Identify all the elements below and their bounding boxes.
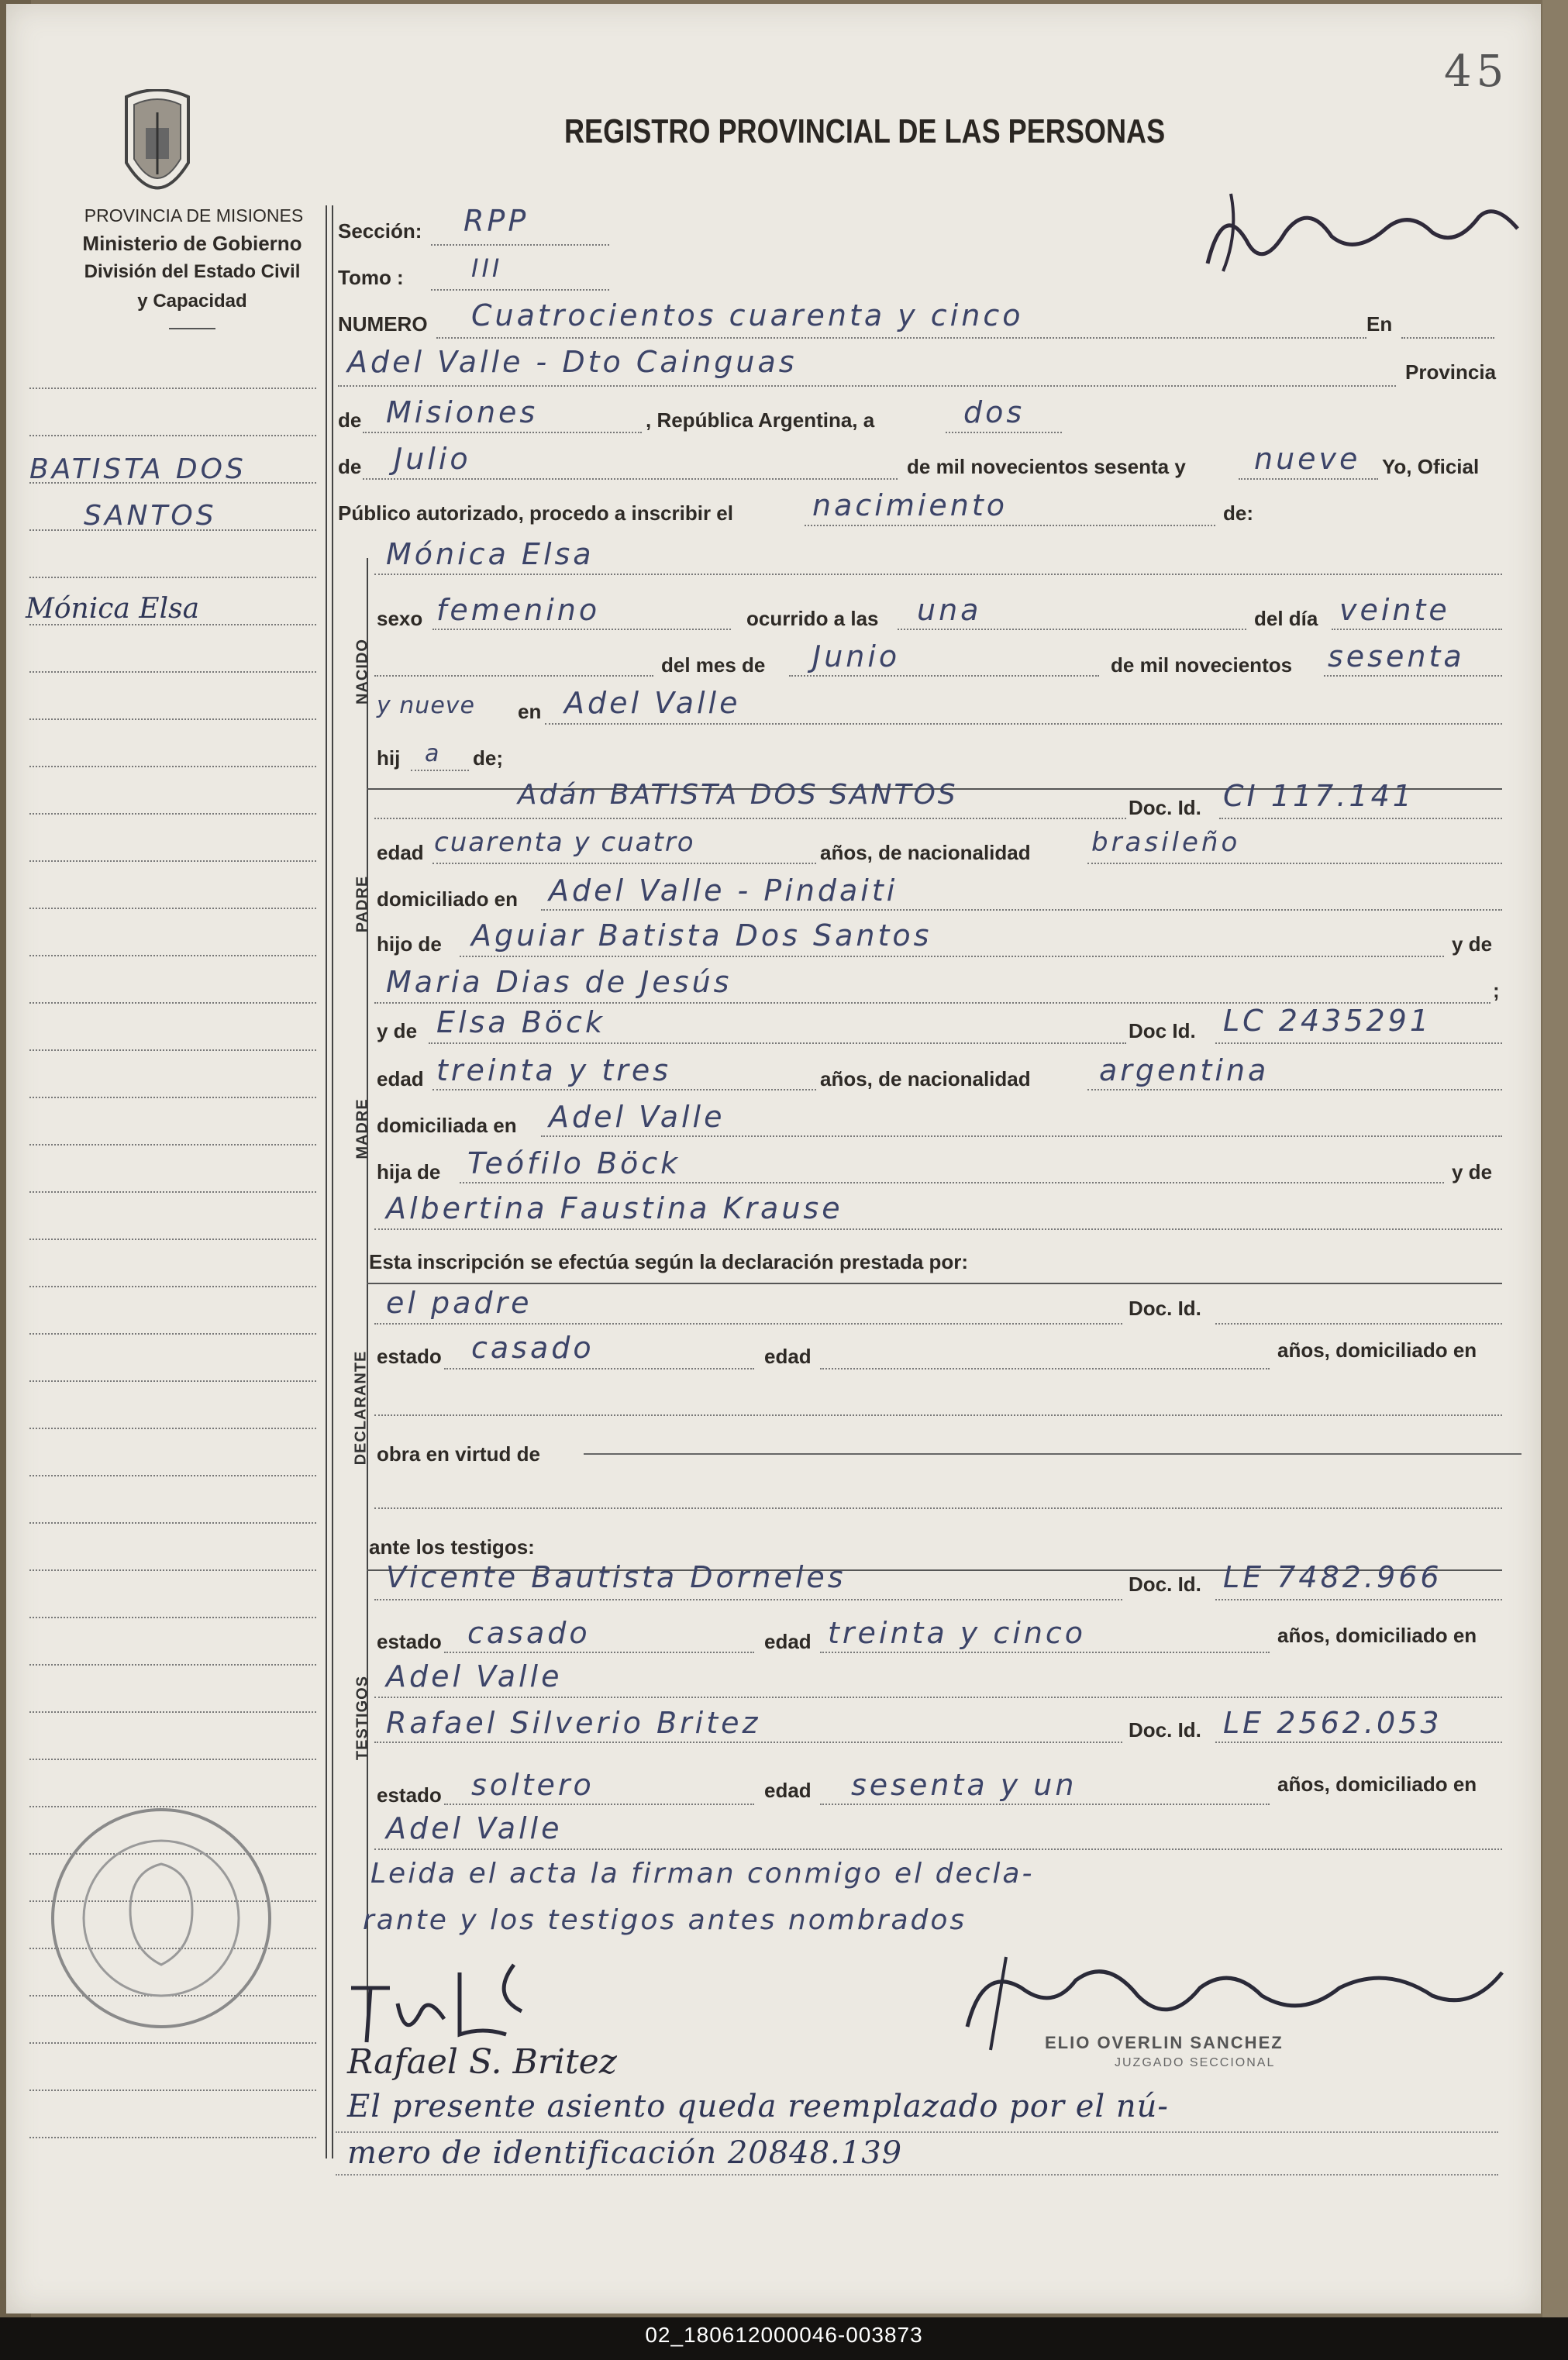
- label-yo-oficial: Yo, Oficial: [1382, 455, 1480, 478]
- margin-rule-line: [29, 1144, 316, 1146]
- label-madre-doc: Doc Id.: [1129, 1019, 1196, 1042]
- label-testigo1-edad: edad: [764, 1630, 812, 1653]
- label-madre-nacionalidad: años, de nacionalidad: [820, 1067, 1031, 1090]
- header-ministry: Ministerio de Gobierno: [82, 232, 302, 255]
- label-tomo: Tomo :: [338, 266, 404, 289]
- label-semicolon: ;: [1493, 979, 1500, 1002]
- label-numero: NUMERO: [338, 312, 428, 336]
- official-seal-icon: [45, 1802, 277, 2034]
- amendment-note-1: El presente asiento queda reemplazado por el nú-: [347, 2089, 1169, 2124]
- label-declarante-doc: Doc. Id.: [1129, 1297, 1201, 1320]
- margin-rule-line: [29, 1522, 316, 1524]
- header-division: División del Estado Civil: [84, 261, 301, 282]
- label-de-mil-2: de mil novecientos: [1111, 653, 1293, 677]
- margin-rule-line: [29, 1664, 316, 1666]
- label-del-dia: del día: [1254, 607, 1318, 630]
- margin-rule-line: [29, 1759, 316, 1760]
- value-testigo2: Rafael Silverio Britez: [386, 1706, 761, 1740]
- value-testigo2-edad: sesenta y un: [851, 1768, 1077, 1802]
- value-acto: nacimiento: [812, 488, 1008, 522]
- witness1-signature: [336, 1941, 615, 2050]
- section-label-testigos: TESTIGOS: [353, 1675, 371, 1761]
- margin-rule-line: [29, 1002, 316, 1004]
- label-testigo2-estado: estado: [377, 1783, 442, 1807]
- page-number: 45: [1444, 47, 1509, 97]
- margin-rule-line: [29, 1239, 316, 1240]
- value-mes-nac: Junio: [812, 639, 901, 674]
- margin-rule-line: [29, 1711, 316, 1713]
- margin-rule-line: [29, 388, 316, 389]
- label-en: En: [1366, 312, 1393, 336]
- value-decl-estado: casado: [471, 1331, 594, 1365]
- label-hij: hij: [377, 746, 401, 770]
- value-mes: Julio: [394, 442, 471, 476]
- label-de-semi: de;: [473, 746, 503, 770]
- label-en-lower: en: [518, 700, 542, 723]
- margin-rule-line: [29, 1428, 316, 1429]
- officer-stamp-role: JUZGADO SECCIONAL: [1115, 2056, 1276, 2069]
- value-tomo: III: [471, 253, 503, 283]
- margin-rule-line: [29, 718, 316, 720]
- amendment-note-2: mero de identificación 20848.139: [347, 2135, 903, 2171]
- label-del-mes: del mes de: [661, 653, 766, 677]
- label-padre-nacionalidad: años, de nacionalidad: [820, 841, 1031, 864]
- value-padre-hijo-de: Aguiar Batista Dos Santos: [471, 918, 932, 953]
- value-madre-nombre: Elsa Böck: [436, 1005, 605, 1039]
- margin-rule-line: [29, 908, 316, 909]
- witness2-signature: Rafael S. Britez: [347, 2042, 617, 2082]
- label-ocurrido: ocurrido a las: [746, 607, 879, 630]
- label-padre-y-de: y de: [1452, 932, 1493, 956]
- sections-bar: [367, 558, 368, 2031]
- margin-rule-line: [29, 813, 316, 815]
- value-hij-suffix: a: [425, 740, 443, 767]
- value-padre-nac: brasileño: [1091, 827, 1241, 858]
- label-de-colon: de:: [1223, 501, 1253, 525]
- header-capacity: y Capacidad: [137, 291, 247, 312]
- label-de-mil: de mil novecientos sesenta y: [907, 455, 1186, 478]
- margin-surname-2: SANTOS: [84, 500, 217, 532]
- margin-rule-line: [29, 766, 316, 767]
- label-madre-y-de-2: y de: [1452, 1160, 1493, 1183]
- label-testigo2-edad: edad: [764, 1779, 812, 1802]
- value-testigo2-estado: soltero: [471, 1768, 594, 1802]
- label-seccion: Sección:: [338, 219, 422, 243]
- registrar-signature-top: [1200, 186, 1525, 279]
- label-testigo2-domicilio: años, domiciliado en: [1277, 1773, 1477, 1796]
- value-madre-madre: Albertina Faustina Krause: [386, 1191, 843, 1225]
- margin-rule: [326, 205, 327, 2158]
- section-label-declarante: DECLARANTE: [352, 1350, 370, 1466]
- margin-rule-line: [29, 1049, 316, 1051]
- value-sexo: femenino: [436, 593, 601, 627]
- label-sexo: sexo: [377, 607, 423, 630]
- label-republica: , República Argentina, a: [646, 408, 875, 432]
- label-madre-edad: edad: [377, 1067, 424, 1090]
- value-nombre: Mónica Elsa: [386, 537, 594, 571]
- label-ante-testigos: ante los testigos:: [369, 1535, 535, 1559]
- divider-declarante: [367, 1283, 1502, 1284]
- header-rule: [169, 328, 215, 329]
- label-declarante-domicilio: años, domiciliado en: [1277, 1338, 1477, 1362]
- margin-rule-line: [29, 2042, 316, 2044]
- value-testigo1-estado: casado: [467, 1616, 591, 1650]
- officer-stamp-name: ELIO OVERLIN SANCHEZ: [1045, 2033, 1284, 2052]
- value-anio: nueve: [1254, 442, 1361, 476]
- margin-rule-line: [29, 1475, 316, 1476]
- value-madre-nac: argentina: [1099, 1053, 1270, 1087]
- value-testigo2-doc: LE 2562.053: [1223, 1706, 1442, 1740]
- value-padre-madre: Maria Dias de Jesús: [386, 965, 732, 999]
- value-seccion: RPP: [464, 204, 529, 238]
- label-testigo1-domicilio: años, domiciliado en: [1277, 1624, 1477, 1647]
- value-madre-hija-de: Teófilo Böck: [467, 1146, 681, 1180]
- label-declarante-edad: edad: [764, 1345, 812, 1368]
- margin-rule-line: [29, 1617, 316, 1618]
- value-numero: Cuatrocientos cuarenta y cinco: [471, 298, 1024, 332]
- value-testigo2-dom: Adel Valle: [386, 1811, 563, 1845]
- value-testigo1-dom: Adel Valle: [386, 1659, 563, 1693]
- margin-rule-line: [29, 860, 316, 862]
- value-madre-doc: LC 2435291: [1223, 1004, 1432, 1038]
- margin-rule-line: [29, 2090, 316, 2091]
- value-testigo1-doc: LE 7482.966: [1223, 1560, 1442, 1594]
- margin-rule-line: [29, 1097, 316, 1098]
- province-emblem-icon: [115, 89, 200, 213]
- margin-rule-line: [29, 1191, 316, 1193]
- label-madre-hija-de: hija de: [377, 1160, 441, 1183]
- value-padre-dom: Adel Valle - Pindaiti: [549, 873, 898, 908]
- value-provincia: Misiones: [386, 395, 539, 429]
- margin-rule-line: [29, 435, 316, 436]
- closing-line-2: rante y los testigos antes nombrados: [363, 1904, 967, 1936]
- value-madre-dom: Adel Valle: [549, 1100, 725, 1134]
- margin-rule-line: [29, 955, 316, 956]
- margin-rule-line: [29, 1380, 316, 1382]
- margin-rule-line: [29, 2137, 316, 2138]
- label-testigo1-doc: Doc. Id.: [1129, 1573, 1201, 1596]
- scan-background-right: [1542, 0, 1568, 2360]
- value-padre-edad: cuarenta y cuatro: [434, 827, 695, 858]
- label-padre-domicilio: domiciliado en: [377, 887, 519, 911]
- margin-rule-line: [29, 1333, 316, 1335]
- label-padre-edad: edad: [377, 841, 424, 864]
- label-publico: Público autorizado, procedo a inscribir el: [338, 501, 733, 525]
- header-province: PROVINCIA DE MISIONES: [84, 205, 304, 226]
- page-title: REGISTRO PROVINCIAL DE LAS PERSONAS: [564, 112, 1166, 150]
- label-madre-y-de: y de: [377, 1019, 418, 1042]
- label-madre-domicilio: domiciliada en: [377, 1114, 517, 1137]
- label-provincia: Provincia: [1405, 360, 1497, 384]
- value-hora: una: [917, 593, 982, 627]
- margin-given-name: Mónica Elsa: [26, 593, 200, 625]
- label-declarante-estado: estado: [377, 1345, 442, 1368]
- value-anio-nac-2: y nueve: [377, 692, 475, 719]
- margin-rule-line: [29, 671, 316, 673]
- value-dia-nac: veinte: [1339, 593, 1450, 627]
- section-label-madre: MADRE: [353, 1098, 371, 1159]
- margin-rule-line: [29, 577, 316, 578]
- margin-surname-1: BATISTA DOS: [29, 453, 246, 485]
- label-obra: obra en virtud de: [377, 1442, 540, 1466]
- scan-caption: 02_180612000046-003873: [645, 2323, 923, 2347]
- label-de-2: de: [338, 455, 362, 478]
- margin-rule-2: [332, 205, 333, 2158]
- register-page: [6, 4, 1541, 2313]
- value-testigo1-edad: treinta y cinco: [828, 1616, 1087, 1650]
- section-label-nacido: NACIDO: [353, 639, 371, 705]
- label-padre-hijo-de: hijo de: [377, 932, 442, 956]
- closing-line-1: Leida el acta la firman conmigo el decla-: [370, 1858, 1035, 1890]
- value-declarante: el padre: [386, 1286, 532, 1320]
- value-padre-doc: CI 117.141: [1223, 779, 1415, 813]
- value-testigo1: Vicente Bautista Dorneles: [386, 1560, 846, 1594]
- margin-rule-line: [29, 1286, 316, 1287]
- margin-rule-line: [29, 1569, 316, 1571]
- label-testigo1-estado: estado: [377, 1630, 442, 1653]
- label-padre-doc: Doc. Id.: [1129, 796, 1201, 819]
- label-testigo2-doc: Doc. Id.: [1129, 1718, 1201, 1742]
- value-dia: dos: [963, 395, 1025, 429]
- section-label-padre: PADRE: [353, 875, 371, 933]
- label-esta-inscripcion: Esta inscripción se efectúa según la declaración prestada por:: [369, 1250, 969, 1273]
- label-de-1: de: [338, 408, 362, 432]
- value-lugar: Adel Valle - Dto Cainguas: [347, 345, 798, 379]
- value-anio-nac-1: sesenta: [1328, 639, 1465, 674]
- value-padre-nombre: Adán BATISTA DOS SANTOS: [518, 779, 958, 811]
- value-madre-edad: treinta y tres: [436, 1053, 672, 1087]
- value-lugar-nac: Adel Valle: [564, 686, 741, 720]
